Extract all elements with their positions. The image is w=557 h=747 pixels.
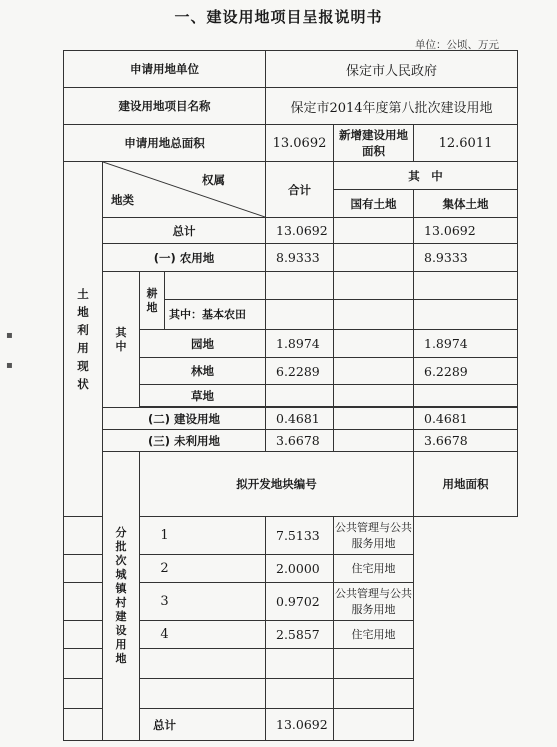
project-label: 建设用地项目名称: [64, 88, 266, 125]
plot-area: 7.5133: [266, 517, 334, 555]
total-area-label: 申请用地总面积: [64, 125, 266, 162]
applicant-value: 保定市人民政府: [266, 51, 518, 88]
row-label: 草地: [140, 385, 266, 407]
area-row: [64, 125, 518, 162]
status-header-row: [64, 162, 518, 190]
project-row: [64, 88, 518, 125]
diag-bottom-label: 地类: [111, 193, 134, 207]
plot-number: [64, 679, 266, 709]
applicant-row: [64, 51, 518, 88]
plot-number: 2: [64, 555, 266, 583]
total-value: 0.4681: [266, 408, 334, 430]
plot-usage: 公共管理与公共服务用地: [334, 517, 414, 555]
state-value: [334, 430, 414, 452]
collective-value: 0.4681: [414, 408, 518, 430]
row-label: (一) 农用地: [103, 244, 266, 272]
plot-area: 0.9702: [266, 583, 334, 621]
empty-plot-row: [64, 679, 518, 709]
col-total-header: 合计: [266, 162, 334, 218]
plot-area: [266, 649, 334, 679]
plot-row: [64, 621, 518, 649]
gengdi-blank: [165, 272, 266, 300]
plot-number: 1: [64, 517, 266, 555]
total-area-value: 13.0692: [266, 125, 334, 162]
land-use-table: [63, 50, 518, 741]
construction-row: [64, 408, 518, 430]
project-value: 保定市2014年度第八批次建设用地: [266, 88, 518, 125]
total-value: 3.6678: [266, 430, 334, 452]
plot-usage: [334, 679, 414, 709]
unused-row: [64, 430, 518, 452]
plots-total-label: 总计: [64, 709, 266, 741]
collective-value: 13.0692: [414, 218, 518, 244]
plot-usage: [334, 649, 414, 679]
row-label: 总计: [103, 218, 266, 244]
collective-value: 6.2289: [414, 358, 518, 385]
plot-row: [64, 555, 518, 583]
state-value: [334, 385, 414, 407]
plot-number: 3: [64, 583, 266, 621]
plot-number: [64, 649, 266, 679]
applicant-label: 申请用地单位: [64, 51, 266, 88]
col-state-header: 国有土地: [334, 190, 414, 218]
state-value: [334, 330, 414, 358]
plots-total-value: 13.0692: [266, 709, 334, 741]
collective-value: 3.6678: [414, 430, 518, 452]
new-area-value: 12.6011: [414, 125, 518, 162]
collective-value: [414, 300, 518, 330]
diagonal-header: [103, 162, 266, 218]
status-section-label: 土地利用现状: [64, 162, 103, 517]
empty-plot-row: [64, 649, 518, 679]
document-title: 一、建设用地项目呈报说明书: [174, 8, 383, 26]
state-value: [334, 358, 414, 385]
state-value: [334, 218, 414, 244]
plot-row: [64, 583, 518, 621]
collective-value: [414, 272, 518, 300]
plot-usage: 住宅用地: [334, 555, 414, 583]
scan-mark: ▪: [6, 330, 13, 341]
status-total-row: [64, 218, 518, 244]
plot-area: [266, 679, 334, 709]
new-area-label: 新增建设用地面积: [334, 125, 414, 162]
total-value: [266, 385, 334, 407]
plot-row: [64, 517, 518, 555]
collective-value: [414, 385, 518, 407]
plot-area: 2.0000: [266, 555, 334, 583]
state-value: [334, 272, 414, 300]
col-among-header: 其 中: [334, 162, 518, 190]
row-label: 园地: [140, 330, 266, 358]
row-label: (三) 未利用地: [103, 430, 266, 452]
row-label: (二) 建设用地: [103, 408, 266, 430]
collective-value: 1.8974: [414, 330, 518, 358]
total-value: 6.2289: [266, 358, 334, 385]
plot-area: 2.5857: [266, 621, 334, 649]
total-value: 13.0692: [266, 218, 334, 244]
diag-top-label: 权属: [202, 173, 225, 187]
plot-usage: 公共管理与公共服务用地: [334, 583, 414, 621]
plot-number: 4: [64, 621, 266, 649]
row-label: 林地: [140, 358, 266, 385]
qizhong-label: 其中: [103, 272, 140, 408]
scan-mark: ▪: [6, 360, 13, 371]
total-value: 8.9333: [266, 244, 334, 272]
state-value: [334, 244, 414, 272]
plots-total-row: [64, 709, 518, 741]
farm-row: [64, 244, 518, 272]
col-number-header: 拟开发地块编号: [140, 452, 414, 517]
state-value: [334, 408, 414, 430]
plots-header-row: [64, 452, 518, 517]
state-value: [334, 300, 414, 330]
total-value: [266, 300, 334, 330]
plots-section-label: 分批次城镇村建设用地: [103, 452, 140, 741]
plots-total-usage: [334, 709, 414, 741]
col-collective-header: 集体土地: [414, 190, 518, 218]
diagonal-line: [103, 162, 265, 217]
gengdi-row: [64, 272, 518, 300]
total-value: 1.8974: [266, 330, 334, 358]
collective-value: 8.9333: [414, 244, 518, 272]
gengdi-label: 耕地: [140, 272, 165, 330]
col-area-header: 用地面积: [414, 452, 518, 517]
total-value: [266, 272, 334, 300]
unit-note: 单位：公顷、万元: [415, 39, 499, 51]
plot-usage: 住宅用地: [334, 621, 414, 649]
row-label: 其中：基本农田: [165, 300, 266, 330]
